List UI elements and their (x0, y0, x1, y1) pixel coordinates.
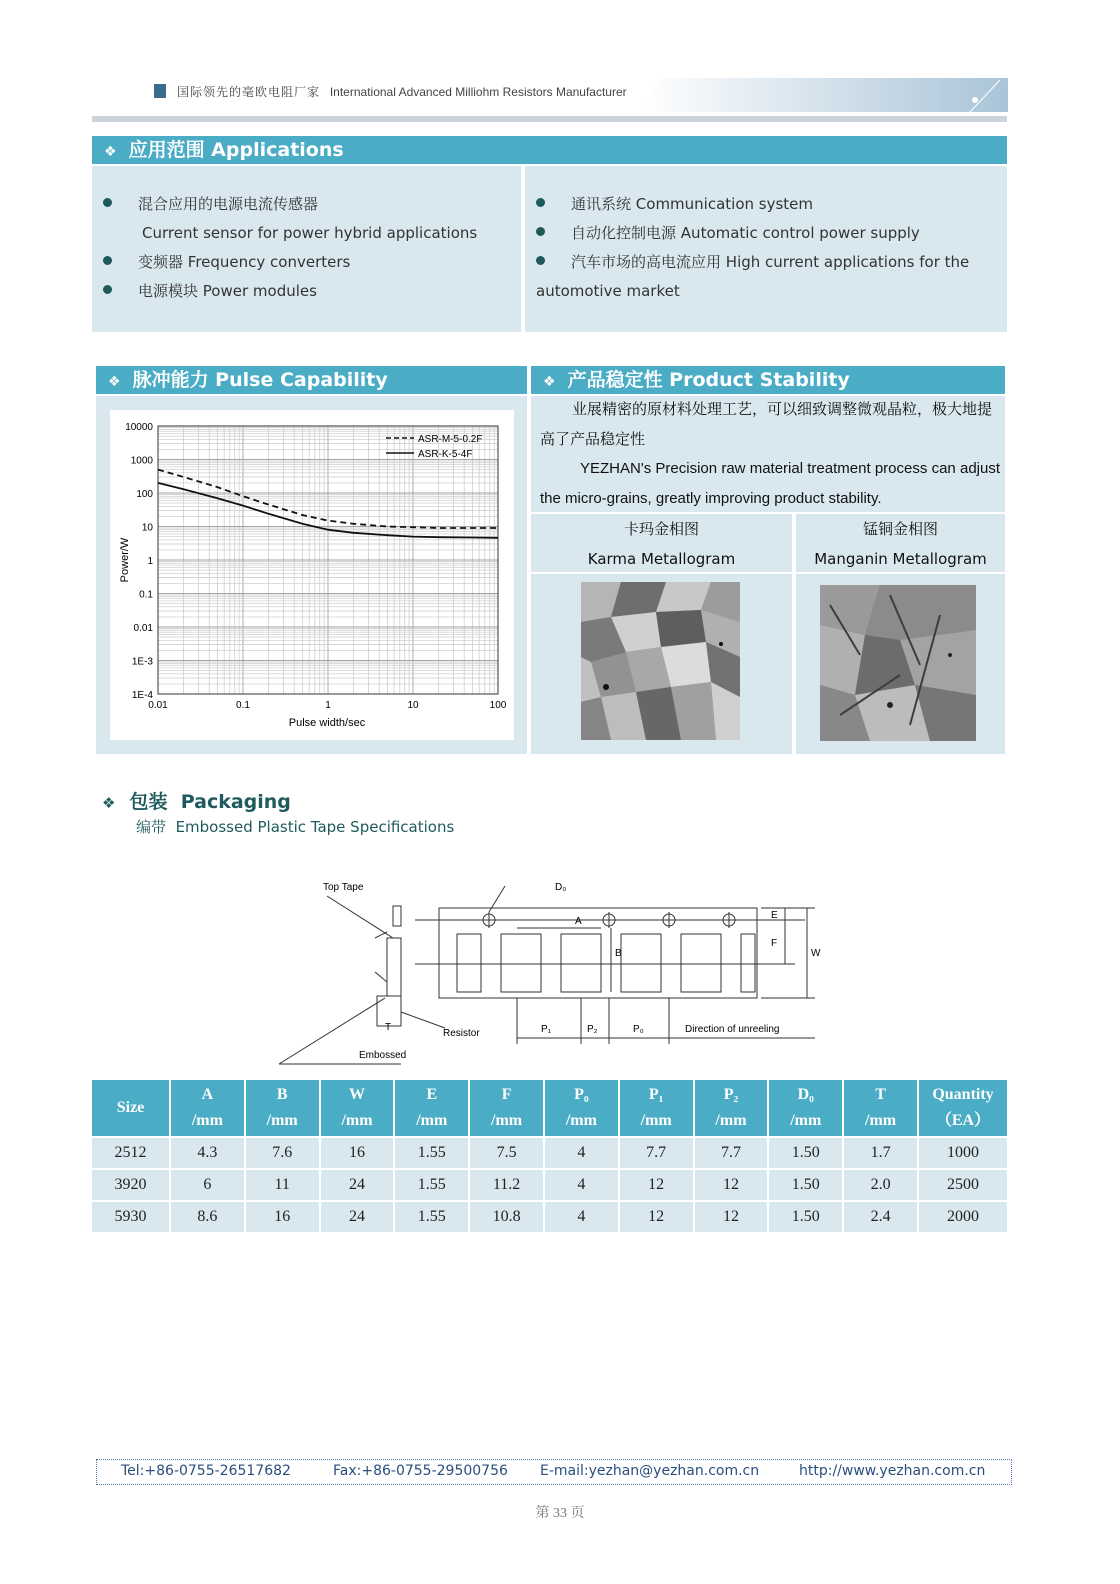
diagram-label-a: A (575, 916, 582, 927)
x-tick-label: 0.01 (148, 700, 168, 711)
header-cell: T /mm (843, 1080, 918, 1137)
diamond-icon: ❖ (543, 374, 556, 390)
diamond-icon: ❖ (104, 144, 117, 160)
header-cell: D₀ /mm (768, 1080, 843, 1137)
stability-paragraph-cn: 业展精密的原材料处理工艺，可以细致调整微观晶粒，极大地提高了产品稳定性 (540, 400, 993, 448)
y-tick-label: 0.1 (139, 589, 153, 601)
diagram-label-f: F (771, 938, 778, 949)
legend-label: ASR-M-5-0.2F (418, 434, 483, 445)
header-cell: P₀ /mm (544, 1080, 619, 1137)
applications-right-list (536, 190, 1006, 306)
pulse-chart (110, 410, 514, 740)
header-cell: P₂ /mm (694, 1080, 769, 1137)
packaging-subtitle: 编带 Embossed Plastic Tape Specifications (136, 818, 455, 836)
diagram-label-direction: Direction of unreeling (685, 1024, 780, 1035)
y-tick-label: 1 (147, 556, 153, 567)
y-tick-label: 1E-3 (131, 656, 153, 668)
header-cell: W /mm (320, 1080, 395, 1137)
diagram-label-embossed: Embossed (359, 1050, 407, 1061)
footer-email[interactable]: E-mail:yezhan@yezhan.com.cn (540, 1463, 760, 1479)
diamond-icon: ❖ (108, 374, 121, 390)
page-number: 第 33 页 (535, 1506, 585, 1521)
y-tick-label: 10000 (125, 422, 153, 433)
table-header-row (92, 1080, 1007, 1137)
tape-diagram (275, 872, 835, 1068)
company-logo-icon (154, 84, 166, 98)
manganin-metallogram-image (820, 585, 976, 741)
diagram-label-e: E (771, 910, 778, 921)
header-tagline-en: International Advanced Milliohm Resistors Manufacturer (329, 85, 627, 99)
bullet-icon (536, 198, 545, 207)
header-cell: B /mm (245, 1080, 320, 1137)
packaging-title: ❖ 包装 Packaging (102, 791, 291, 813)
list-item: 电源模块 Power modules (103, 277, 523, 306)
tape-spec-table (92, 1080, 1007, 1232)
karma-metallogram-image (581, 582, 740, 740)
table-row: 3920 6 11 24 1.55 11.2 4 12 12 1.50 2.0 2500 (92, 1169, 1007, 1201)
pulse-title-bar (96, 366, 527, 394)
footer-tel: Tel:+86-0755-26517682 (121, 1463, 291, 1479)
header-cell: E /mm (394, 1080, 469, 1137)
bullet-icon (536, 227, 545, 236)
list-item: 汽车市场的高电流应用 High current applications for the (536, 248, 1006, 277)
diagram-label-t: T (385, 1022, 392, 1033)
applications-title-bar (92, 136, 1007, 164)
diagram-label-w: W (811, 948, 821, 959)
header-cell: A /mm (170, 1080, 245, 1137)
footer-website-link[interactable]: http://www.yezhan.com.cn (799, 1463, 986, 1479)
stability-paragraph-en: YEZHAN's Precision raw material treatment process can adjust the micro-grains, greatly improving product stability. (540, 460, 1000, 507)
diagram-label-top-tape: Top Tape (323, 882, 364, 893)
diagram-label-d0: D₀ (555, 882, 567, 893)
header-cell: Size (92, 1080, 170, 1137)
manganin-label-cn: 锰铜金相图 (862, 520, 938, 538)
footer-fax: Fax:+86-0755-29500756 (333, 1463, 508, 1479)
legend-label: ASR-K-5-4F (418, 449, 473, 460)
header-rule (92, 116, 1007, 122)
header-decoration (640, 78, 1008, 112)
bullet-icon (103, 256, 112, 265)
karma-label-cn: 卡玛金相图 (623, 520, 699, 538)
table-row: 5930 8.6 16 24 1.55 10.8 4 12 12 1.50 2.4 2000 (92, 1201, 1007, 1232)
header-tagline (177, 83, 627, 100)
manganin-label-en: Manganin Metallogram (814, 550, 987, 568)
header-cell: Quantity （EA） (918, 1080, 1007, 1137)
y-tick-label: 10 (141, 522, 153, 534)
diagram-label-p2: P₂ (587, 1024, 598, 1035)
x-tick-label: 100 (489, 700, 507, 711)
list-item: 通讯系统 Communication system (536, 190, 1006, 219)
list-item: automotive market (536, 282, 680, 300)
diamond-icon: ❖ (102, 794, 116, 812)
x-tick-label: 10 (407, 700, 419, 711)
stability-title: 产品稳定性 Product Stability (567, 369, 850, 391)
header-cell: F /mm (469, 1080, 544, 1137)
y-tick-label: 1E-4 (131, 690, 153, 701)
list-item: 混合应用的电源电流传感器 (103, 190, 523, 219)
contact-footer (96, 1459, 1012, 1485)
list-item: 变频器 Frequency converters (103, 248, 523, 277)
x-axis-label: Pulse width/sec (288, 717, 366, 729)
karma-label-cell (531, 514, 792, 572)
karma-label-en: Karma Metallogram (587, 550, 736, 568)
list-item: Current sensor for power hybrid applications (142, 224, 478, 242)
diagram-label-p0: P₀ (633, 1024, 644, 1035)
header-cell: P₁ /mm (619, 1080, 694, 1137)
bullet-icon (103, 198, 112, 207)
y-axis-label: Power/W (119, 537, 131, 583)
header-tagline-cn: 国际领先的毫欧电阻厂家 (177, 85, 321, 99)
diagram-label-b: B (615, 948, 622, 959)
y-tick-label: 0.01 (133, 623, 153, 634)
manganin-label-cell (796, 514, 1005, 572)
bullet-icon (103, 285, 112, 294)
diagram-label-resistor: Resistor (443, 1028, 480, 1039)
list-item: 自动化控制电源 Automatic control power supply (536, 219, 1006, 248)
x-tick-label: 1 (325, 700, 331, 711)
diagram-label-p1: P₁ (541, 1024, 552, 1035)
applications-title: 应用范围 Applications (128, 139, 344, 161)
pulse-title: 脉冲能力 Pulse Capability (132, 369, 388, 391)
applications-left-list (103, 190, 523, 306)
x-tick-label: 0.1 (236, 700, 250, 711)
y-tick-label: 1000 (130, 455, 153, 467)
table-row: 2512 4.3 7.6 16 1.55 7.5 4 7.7 7.7 1.50 1.7 1000 (92, 1137, 1007, 1169)
bullet-icon (536, 256, 545, 265)
y-tick-label: 100 (136, 489, 153, 500)
stability-title-bar (531, 366, 1005, 394)
